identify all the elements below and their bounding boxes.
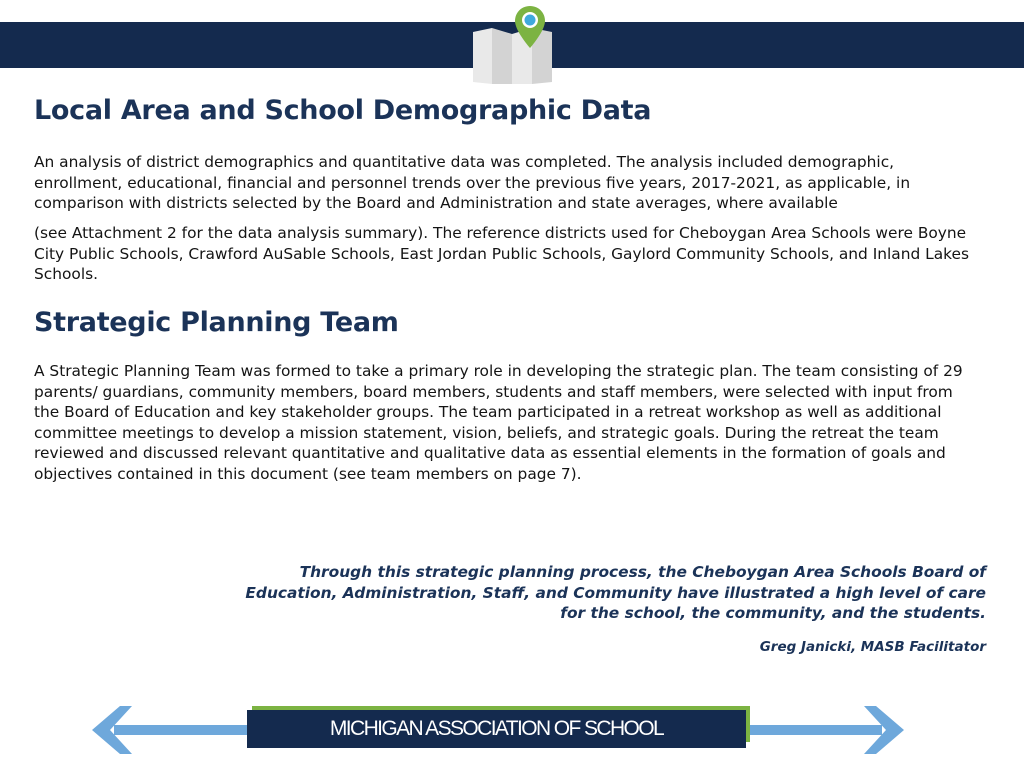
demographics-paragraph-2: (see Attachment 2 for the data analysis summary). The reference districts used for Cheboygan Area Schools were Boyne City Public Schools, Crawford AuSable Schools, East Jordan Public Schools, Gaylord Community Schools, and Inland Lakes Schools. — [34, 224, 969, 283]
planning-team-paragraph: A Strategic Planning Team was formed to take a primary role in developing the strategic plan. The team consisting of 29 parents/ guardians, community members, board members, students and staff members, were selected with input from the Board of Education and key stakeholder groups. The team participated in a retreat workshop as well as additional committee meetings to develop a mission statement, vision, beliefs, and strategic goals. During the retreat the team reviewed and discussed relevant quantitative and qualitative data as essential elements in the formation of goals and objectives contained in this document (see team members on page 7). — [34, 362, 963, 483]
footer-label: MICHIGAN ASSOCIATION OF SCHOOL — [329, 717, 664, 740]
quote-attribution: Greg Janicki, MASB Facilitator — [759, 639, 986, 655]
section-heading-planning-team: Strategic Planning Team — [34, 307, 399, 338]
section-heading-demographics: Local Area and School Demographic Data — [34, 95, 652, 126]
map-pin-icon — [470, 4, 556, 84]
footer-banner — [247, 710, 746, 748]
pull-quote: Through this strategic planning process, the Cheboygan Area Schools Board of Education, Administration, Staff, and Community have illustrated a high level of care for the school, the community, and the students. — [245, 563, 986, 622]
demographics-paragraph-1: An analysis of district demographics and quantitative data was completed. The analysis included demographic, enrollment, educational, financial and personnel trends over the previous five years, 2017-2021, as applicable, in comparison with districts selected by the Board and Administration and state averages, where available — [34, 153, 911, 212]
